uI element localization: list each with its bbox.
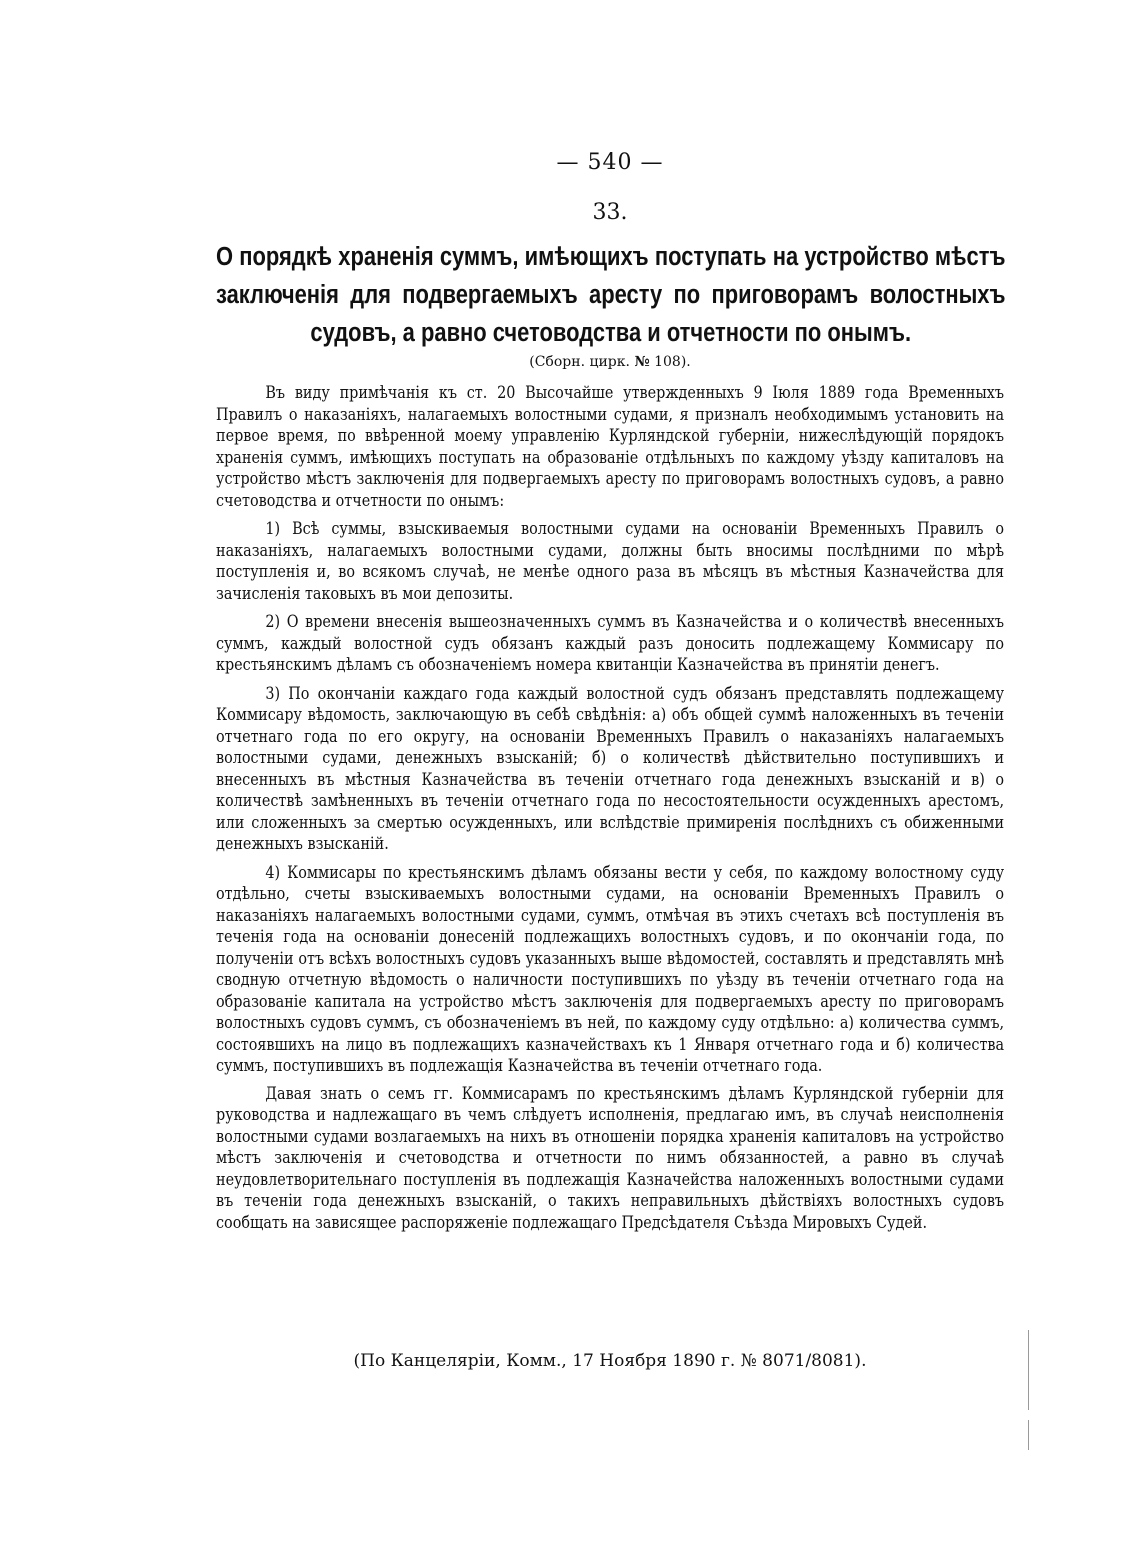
source-reference-prefix: (Сборн. цирк.	[529, 354, 630, 370]
signature-line: (По Канцеляріи, Комм., 17 Ноября 1890 г. № 8071/8081).	[353, 1351, 867, 1371]
closing-paragraph: Давая знать о семъ гг. Коммисарамъ по крестьянскимъ дѣламъ Курляндской губерніи для руководства и надлежащаго въ чемъ слѣдуетъ исполненія, предлагаю имъ, въ случаѣ неисполненія волостными судами возлагаемыхъ на нихъ въ отношеніи порядка храненія капиталовъ на устройство мѣстъ заключенія и счетоводства и отчетности по нимъ обязанностей, а равно въ случаѣ неудовлетворительнаго поступленія въ подлежащія Казначейства наложенныхъ волостными судами въ теченіи года денежныхъ взысканій, о такихъ неправильныхъ дѣйствіяхъ волостныхъ судовъ сообщать на зависящее распоряженіе подлежащаго Предсѣдателя Съѣзда Мировыхъ Судей.	[216, 1083, 1005, 1232]
clause-1: 1) Всѣ суммы, взыскиваемыя волостными судами на основаніи Временныхъ Правилъ о наказаніяхъ, налагаемыхъ волостными судами, должны быть вносимы послѣдними по мѣрѣ поступленія и, во всякомъ случаѣ, не менѣе одного раза въ мѣсяцъ въ мѣстныя Казначейства для зачисленія таковыхъ въ мои депозиты.	[216, 519, 1005, 603]
source-reference-number-sign: №	[634, 354, 650, 370]
intro-paragraph: Въ виду примѣчанія къ ст. 20 Высочайше утвержденныхъ 9 Іюля 1889 года Временныхъ Правилъ о наказаніяхъ, налагаемыхъ волостными судами, я призналъ необходимымъ установить на первое время, по ввѣренной моему управленію Курляндской губерніи, нижеслѣдующій порядокъ храненія суммъ, имѣющихъ поступать на образованіе отдѣльныхъ по каждому уѣзду капиталовъ на устройство мѣстъ заключенія для подвергаемыхъ аресту по приговорамъ волостныхъ судовъ, а равно счетоводства и отчетности по онымъ:	[216, 383, 1005, 510]
clause-4: 4) Коммисары по крестьянскимъ дѣламъ обязаны вести у себя, по каждому волостному суду отдѣльно, счеты взыскиваемыхъ волостными судами, на основаніи Временныхъ Правилъ о наказаніяхъ налагаемыхъ волостными судами, суммъ, отмѣчая въ этихъ счетахъ всѣ поступленія въ теченія года на основаніи донесеній подлежащихъ волостныхъ судовъ, и по окончаніи года, по полученіи отъ всѣхъ волостныхъ судовъ указанныхъ выше вѣдомостей, составлять и представлять мнѣ сводную отчетную вѣдомость о наличности поступившихъ по уѣзду въ теченіи отчетнаго года на образованіе капитала на устройство мѣстъ заключенія для подвергаемыхъ аресту по приговорамъ волостныхъ судовъ суммъ, съ обозначеніемъ въ ней, по каждому суду отдѣльно: а) количества суммъ, состоявшихъ на лицо въ подлежащихъ казначействахъ къ 1 Января отчетнаго года и б) количества суммъ, поступившихъ въ подлежащія Казначейства въ теченіи отчетнаго года.	[216, 862, 1005, 1075]
clause-3: 3) По окончаніи каждаго года каждый волостной судъ обязанъ представлять подлежащему Коммисару вѣдомость, заключающую въ себѣ свѣдѣнія: а) объ общей суммѣ наложенныхъ въ теченіи отчетнаго года по его округу, на основаніи Временныхъ Правилъ о наказаніяхъ налагаемыхъ волостными судами, денежныхъ взысканій; б) о количествѣ дѣйствительно поступившихъ и внесенныхъ въ мѣстныя Казначейства въ теченіи отчетнаго года денежныхъ взысканій и в) о количествѣ замѣненныхъ въ теченіи отчетнаго года по несостоятельности осужденныхъ арестомъ, или сложенныхъ за смертью осужденныхъ, или вслѣдствіе примиренія послѣднихъ съ обиженными денежныхъ взысканій.	[216, 683, 1005, 853]
document-title: О порядкѣ храненія суммъ, имѣющихъ поступать на устройство мѣстъ заключенія для подвергаемыхъ аресту по приговорамъ волостныхъ судовъ, а равно счетоводства и отчетности по онымъ.	[216, 243, 1006, 347]
page-number: — 540 —	[556, 150, 664, 175]
source-reference-number: 108).	[654, 354, 691, 370]
document-body	[216, 382, 1004, 1233]
scan-margin-mark	[1028, 1420, 1029, 1450]
scan-margin-mark	[1028, 1330, 1029, 1410]
source-reference	[0, 354, 1140, 370]
clause-2: 2) О времени внесенія вышеозначенныхъ суммъ въ Казначейства и о количествѣ внесенныхъ суммъ, каждый волостной судъ обязанъ каждый разъ доносить подлежащему Коммисару по крестьянскимъ дѣламъ съ обозначеніемъ номера квитанціи Казначейства въ принятіи денегъ.	[216, 612, 1005, 674]
document-number: 33.	[592, 200, 628, 225]
